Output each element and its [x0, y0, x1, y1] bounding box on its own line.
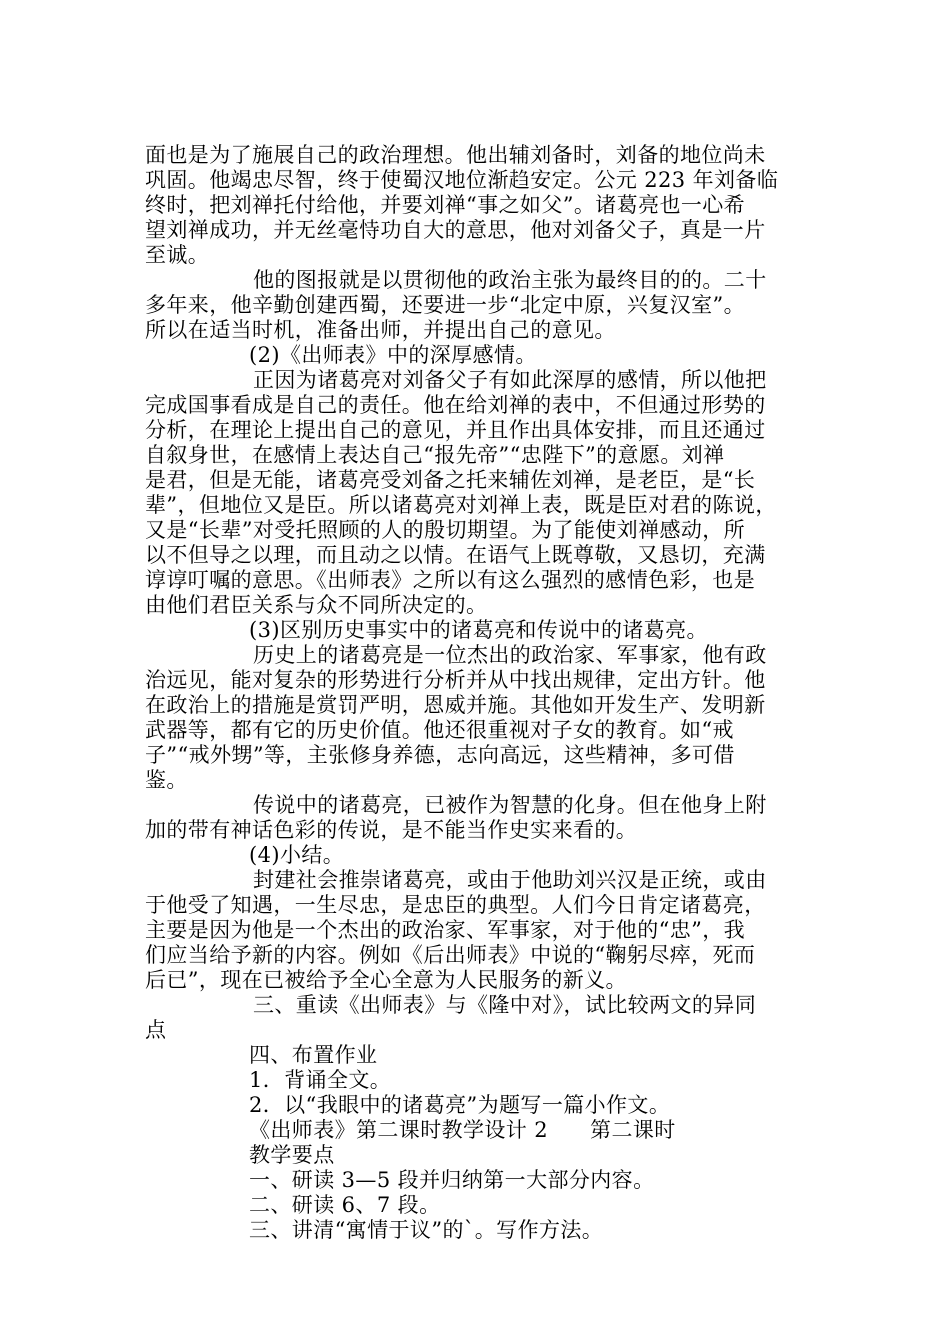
section-heading-2: (2)《出师表》中的深厚感情。	[249, 343, 537, 367]
text-line: 至诚。	[145, 243, 210, 267]
text-line: 鉴。	[145, 768, 188, 792]
text-line: 又是“长辈”对受托照顾的人的殷切期望。为了能使刘禅感动，所	[145, 518, 746, 542]
text-line: 在政治上的措施是赏罚严明，恩威并施。其他如开发生产、发明新	[145, 693, 766, 717]
text-line: 辈”，但地位又是臣。所以诸葛亮对刘禅上表，既是臣对君的陈说，	[145, 493, 777, 517]
paragraph-political-goal	[145, 268, 810, 343]
section-homework-heading: 四、布置作业	[249, 1043, 378, 1067]
key-point-1: 一、研读 3—5 段并归纳第一大部分内容。	[249, 1168, 655, 1192]
text-line: 谆谆叮嘱的意思。《出师表》之所以有这么强烈的感情色彩，也是	[145, 568, 756, 592]
text-line: 终时，把刘禅托付给他，并要刘禅“事之如父”。诸葛亮也一心希	[145, 193, 746, 217]
paragraph-deep-feelings	[145, 368, 810, 618]
homework-item-2: 2．以“我眼中的诸葛亮”为题写一篇小作文。	[249, 1093, 671, 1117]
text-line: 自叙身世，在感情上表达自己“报先帝”“忠陛下”的意愿。刘禅	[145, 443, 725, 467]
text-line: 望刘禅成功，并无丝毫恃功自大的意思，他对刘备父子，真是一片	[145, 218, 766, 242]
document-body	[145, 143, 810, 1243]
key-point-2: 二、研读 6、7 段。	[249, 1193, 441, 1217]
text-line: 封建社会推崇诸葛亮，或由于他助刘兴汉是正统，或由	[253, 868, 767, 892]
text-line: 多年来，他辛勤创建西蜀，还要进一步“北定中原，兴复汉室”。	[145, 293, 746, 317]
text-line: 所以在适当时机，准备出师，并提出自己的意见。	[145, 318, 616, 342]
text-line: 以不但导之以理，而且动之以情。在语气上既尊敬，又恳切，充满	[145, 543, 766, 567]
text-line: 正因为诸葛亮对刘备父子有如此深厚的感情，所以他把	[253, 368, 767, 392]
section-heading-4: (4)小结。	[249, 843, 345, 867]
text-line: 由他们君臣关系与众不同所决定的。	[145, 593, 488, 617]
text-line: 点	[145, 1018, 167, 1042]
paragraph-legendary-zhuge	[145, 793, 810, 843]
text-line: 历史上的诸葛亮是一位杰出的政治家、军事家，他有政	[253, 643, 767, 667]
text-line: 传说中的诸葛亮，已被作为智慧的化身。但在他身上附	[253, 793, 767, 817]
text-line: 们应当给予新的内容。例如《后出师表》中说的“鞠躬尽瘁，死而	[145, 943, 756, 967]
text-line: 他的图报就是以贯彻他的政治主张为最终目的的。二十	[253, 268, 767, 292]
key-points-heading: 教学要点	[249, 1143, 335, 1167]
text-line: 于他受了知遇，一生尽忠，是忠臣的典型。人们今日肯定诸葛亮，	[145, 893, 766, 917]
text-line: 是君，但是无能，诸葛亮受刘备之托来辅佐刘禅，是老臣，是“长	[145, 468, 756, 492]
text-line: 武器等，都有它的历史价值。他还很重视对子女的教育。如“戒	[145, 718, 734, 742]
text-line: 主要是因为他是一个杰出的政治家、军事家，对于他的“忠”，我	[145, 918, 746, 942]
paragraph-historical-zhuge	[145, 643, 810, 793]
lesson-subtitle: 第二课时	[590, 1118, 676, 1142]
paragraph-summary	[145, 868, 810, 993]
section-heading-3: (3)区别历史事实中的诸葛亮和传说中的诸葛亮。	[249, 618, 708, 642]
lesson-title-line	[145, 1118, 810, 1143]
text-line: 完成国事看成是自己的责任。他在给刘禅的表中，不但通过形势的	[145, 393, 766, 417]
text-line: 加的带有神话色彩的传说，是不能当作史实来看的。	[145, 818, 638, 842]
section-reread	[145, 993, 810, 1043]
paragraph-zhuge-loyalty	[145, 143, 810, 268]
lesson-title: 《出师表》第二课时教学设计 2	[249, 1118, 549, 1142]
text-line: 三、重读《出师表》与《隆中对》，试比较两文的异同	[253, 993, 757, 1017]
text-line: 后已”，现在已被给予全心全意为人民服务的新义。	[145, 968, 627, 992]
text-line: 分析，在理论上提出自己的意见，并且作出具体安排，而且还通过	[145, 418, 766, 442]
text-line: 巩固。他竭忠尽智，终于使蜀汉地位渐趋安定。公元 223 年刘备临	[145, 168, 779, 192]
text-line: 子”“戒外甥”等，主张修身养德，志向高远，这些精神，多可借	[145, 743, 735, 767]
text-line: 面也是为了施展自己的政治理想。他出辅刘备时，刘备的地位尚未	[145, 143, 766, 167]
text-line: 治远见，能对复杂的形势进行分析并从中找出规律，定出方针。他	[145, 668, 766, 692]
homework-item-1: 1．背诵全文。	[249, 1068, 392, 1092]
key-point-3: 三、讲清“寓情于议”的`。写作方法。	[249, 1218, 604, 1242]
